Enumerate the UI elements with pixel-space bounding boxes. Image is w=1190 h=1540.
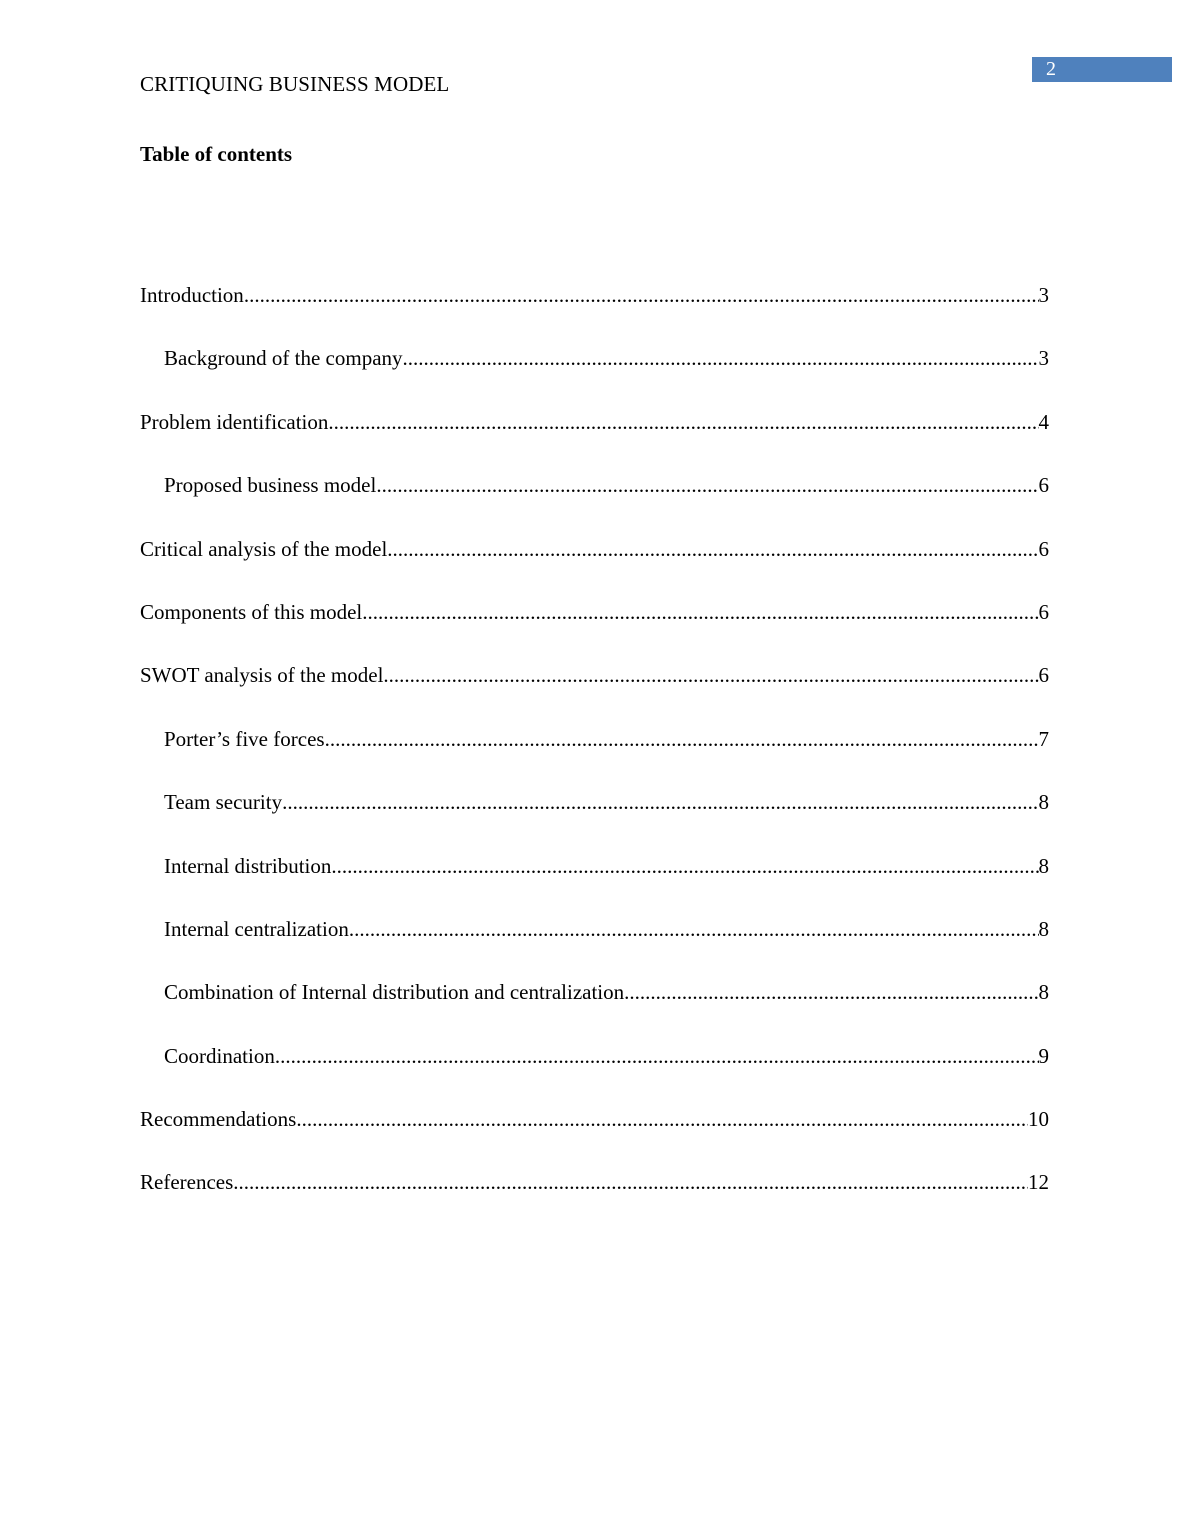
toc-dot-leader: [349, 915, 1039, 943]
toc-dot-leader: [403, 344, 1039, 372]
toc-entry-references[interactable]: [140, 1168, 1049, 1231]
toc-entry-page: 6: [1038, 599, 1049, 624]
toc-entry-swot-analysis[interactable]: [140, 661, 1049, 724]
toc-entry-team-security[interactable]: [140, 788, 1049, 851]
toc-entry-label: Coordination: [164, 1043, 275, 1068]
toc-dot-leader: [325, 725, 1039, 753]
toc-dot-leader: [296, 1105, 1028, 1133]
toc-entry-coordination[interactable]: [140, 1042, 1049, 1105]
toc-entry-page: 12: [1028, 1170, 1049, 1195]
toc-dot-leader: [331, 852, 1038, 880]
toc-entry-label: SWOT analysis of the model: [140, 663, 384, 688]
toc-dot-leader: [624, 978, 1038, 1006]
toc-entry-page: 9: [1038, 1043, 1049, 1068]
page-number: 2: [1046, 58, 1056, 80]
toc-entry-page: 7: [1038, 726, 1049, 751]
toc-entry-label: Introduction: [140, 283, 244, 307]
toc-entry-page: 8: [1038, 980, 1049, 1005]
toc-dot-leader: [275, 1042, 1039, 1070]
toc-entry-page: 6: [1038, 663, 1049, 688]
toc-entry-porters-five-forces[interactable]: [140, 725, 1049, 788]
toc-entry-label: Proposed business model: [164, 473, 377, 498]
toc-dot-leader: [233, 1168, 1028, 1196]
toc-entry-introduction[interactable]: [140, 281, 1049, 344]
toc-entry-label: References: [140, 1170, 234, 1195]
toc-dot-leader: [383, 661, 1038, 689]
toc-entry-page: 8: [1038, 790, 1049, 815]
toc-entry-page: 3: [1038, 346, 1049, 371]
toc-dot-leader: [282, 788, 1038, 816]
toc-entry-internal-centralization[interactable]: [140, 915, 1049, 978]
toc-entry-label: Porter’s five forces: [164, 726, 325, 751]
toc-entry-label: Team security: [164, 790, 283, 815]
toc-entry-page: 6: [1038, 536, 1049, 561]
toc-entry-label: Internal centralization: [164, 916, 349, 941]
toc-dot-leader: [376, 471, 1038, 499]
running-header: CRITIQUING BUSINESS MODEL: [140, 72, 450, 96]
toc-entry-label: Background of the company: [164, 346, 403, 371]
toc-entry-label: Components of this model: [140, 599, 363, 624]
toc-entry-problem-identification[interactable]: [140, 408, 1049, 471]
toc-dot-leader: [244, 281, 1039, 309]
toc-entry-combination-distribution-centralization[interactable]: [140, 978, 1049, 1041]
table-of-contents: [140, 281, 1049, 1232]
toc-entry-internal-distribution[interactable]: [140, 852, 1049, 915]
page-number-badge: [1032, 57, 1172, 82]
toc-entry-label: Problem identification: [140, 409, 329, 434]
toc-entry-label: Recommendations: [140, 1107, 297, 1132]
toc-entry-recommendations[interactable]: [140, 1105, 1049, 1168]
toc-entry-label: Internal distribution: [164, 853, 332, 878]
toc-entry-background-of-the-company[interactable]: [140, 344, 1049, 407]
toc-dot-leader: [387, 535, 1038, 563]
toc-dot-leader: [362, 598, 1038, 626]
toc-entry-page: 8: [1038, 916, 1049, 941]
toc-entry-page: 10: [1028, 1107, 1049, 1132]
toc-entry-page: 8: [1038, 853, 1049, 878]
toc-dot-leader: [328, 408, 1038, 436]
toc-entry-page: 6: [1038, 473, 1049, 498]
toc-entry-proposed-business-model[interactable]: [140, 471, 1049, 534]
toc-entry-components-of-this-model[interactable]: [140, 598, 1049, 661]
toc-entry-page: 3: [1038, 283, 1049, 307]
toc-entry-critical-analysis[interactable]: [140, 535, 1049, 598]
toc-entry-label: Critical analysis of the model: [140, 536, 388, 561]
toc-entry-label: Combination of Internal distribution and centralization: [164, 980, 625, 1005]
toc-entry-page: 4: [1038, 409, 1049, 434]
toc-title: Table of contents: [140, 142, 293, 166]
